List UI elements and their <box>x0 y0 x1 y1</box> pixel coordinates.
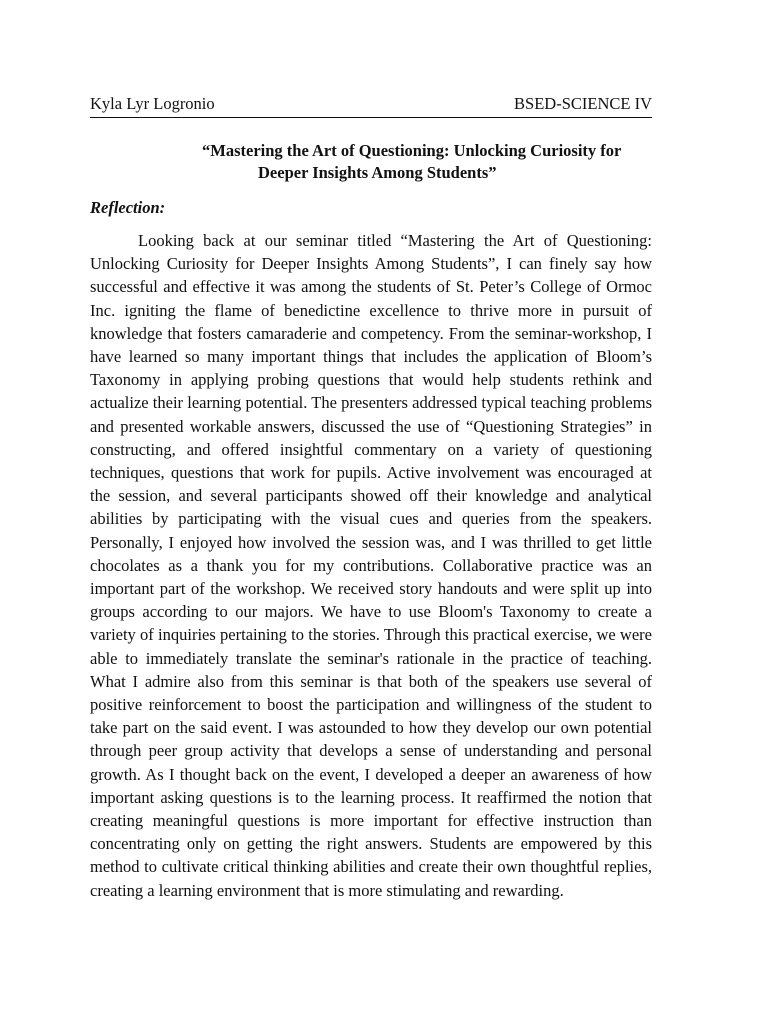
document-title <box>90 140 652 184</box>
header-divider <box>90 117 652 118</box>
course-label: BSED-SCIENCE IV <box>514 94 652 113</box>
title-line-1: “Mastering the Art of Questioning: Unlocking Curiosity for <box>202 141 622 160</box>
author-name: Kyla Lyr Logronio <box>90 94 215 113</box>
title-line-2: Deeper Insights Among Students” <box>258 163 497 182</box>
section-heading: Reflection: <box>90 198 166 217</box>
reflection-paragraph: Looking back at our seminar titled “Mastering the Art of Questioning: Unlocking Curiosity for Deeper Insights Among Students”, I can finely say how successful and effective it was among the students of St. Peter’s College of Ormoc Inc. igniting the flame of benedictine excellence to thrive more in pursuit of knowledge that fosters camaraderie and competency. From the seminar-workshop, I have learned so many important things that includes the application of Bloom’s Taxonomy in applying probing questions that would help students rethink and actualize their learning potential. The presenters addressed typical teaching problems and presented workable answers, discussed the use of “Questioning Strategies” in constructing, and offered insightful commentary on a variety of questioning techniques, questions that work for pupils. Active involvement was encouraged at the session, and several participants showed off their knowledge and analytical abilities by participating with the visual cues and queries from the speakers. Personally, I enjoyed how involved the session was, and I was thrilled to get little chocolates as a thank you for my contributions. Collaborative practice was an important part of the workshop. We received story handouts and were split up into groups according to our majors. We have to use Bloom's Taxonomy to create a variety of inquiries pertaining to the stories. Through this practical exercise, we were able to immediately translate the seminar's rationale in the practice of teaching. What I admire also from this seminar is that both of the speakers use several of positive reinforcement to boost the participation and willingness of the student to take part on the said event. I was astounded to how they develop our own potential through peer group activity that develops a sense of understanding and personal growth. As I thought back on the event, I developed a deeper an awareness of how important asking questions is to the learning process. It reaffirmed the notion that creating meaningful questions is more important for effective instruction than concentrating only on getting the right answers. Students are empowered by this method to cultivate critical thinking abilities and create their own thoughtful replies, creating a learning environment that is more stimulating and rewarding. <box>90 231 652 900</box>
page-header <box>90 94 652 118</box>
